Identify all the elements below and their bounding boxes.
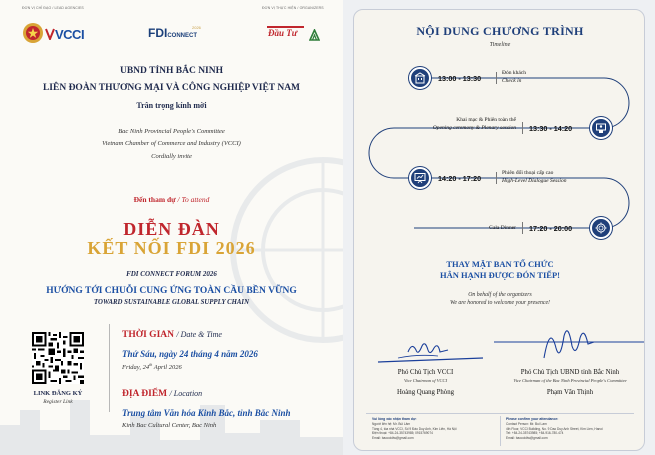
rsvp-vi-line: Người liên hệ: Mr. Bùi Lâm [372, 421, 411, 426]
attend-line [0, 195, 343, 204]
timeline-separator [522, 222, 523, 234]
rsvp-vi-line: Điện thoại: +84-24-35743985; 0915769074 [372, 431, 433, 436]
timeline-item-1 [502, 69, 526, 86]
time-heading [122, 330, 222, 340]
timeline-title-3: Phiên đối thoại cấp cao [502, 170, 554, 176]
attend-vi: Đến tham dự [133, 195, 176, 204]
closing-line-1: THAY MẶT BAN TỔ CHỨC [446, 259, 554, 269]
rsvp-vi-line: Tầng 4, tòa nhà VCCI, Số 9 Đào Duy Anh, Kim Liên, Hà Nội [372, 426, 457, 431]
podium-icon [590, 117, 612, 139]
closing-line-1-en: On behalf of the organizers [468, 292, 532, 298]
timeline-title-en-3: High-Level Dialogue Session [502, 178, 567, 185]
organizers-label: ĐƠN VỊ THỰC HIỆN / ORGANIZERS [262, 6, 324, 10]
rsvp-vi-email[interactable]: Email: baocoidiw@gmail.com [372, 435, 414, 440]
national-emblem-icon [22, 22, 44, 44]
signature-2 [494, 318, 644, 366]
signatory-2-name: Phạm Văn Thịnh [546, 389, 594, 396]
rsvp-en [506, 417, 632, 441]
dau-tu-logo: Đầu Tư [268, 28, 298, 38]
place-heading-vi: ĐỊA ĐIỂM [122, 389, 168, 399]
invite-line-en: Cordially invite [151, 153, 192, 160]
timeline-title-en-1: Check in [502, 78, 522, 85]
event-date: Thứ Sáu, ngày 24 tháng 4 năm 2026 [122, 349, 258, 359]
rsvp-en-line: Tel: +84-24-35743985; +84-916-780-474 [506, 431, 564, 436]
fdi-connect-logo [148, 26, 197, 40]
timeline-title-1: Đón khách [502, 70, 526, 76]
timeline-time-2: 13:30 - 14:20 [529, 124, 573, 133]
building-icon [409, 67, 431, 89]
signatory-2-title: Phó Chủ Tịch UBND tỉnh Bắc Ninh [520, 369, 620, 376]
timeline-time-1: 13:00 - 13:30 [438, 74, 482, 83]
timeline-title-2: Khai mạc & Phiên toàn thể [456, 117, 516, 123]
event-date-en [122, 362, 182, 371]
event-location-en: Kinh Bac Cultural Center, Bac Ninh [122, 422, 217, 429]
event-date-en-sup: th [149, 362, 153, 367]
rsvp-en-heading: Please confirm your attendance: [506, 417, 559, 421]
organizer-2-name-en: Vietnam Chamber of Commerce and Industry (VCCI) [102, 140, 241, 147]
forum-title-line-1: DIỄN ĐÀN [123, 219, 220, 239]
time-heading-en: / Date & Time [176, 330, 222, 339]
rsvp-en-email[interactable]: Email: baocoidiw@gmail.com [506, 435, 548, 440]
organizer-1-name-en: Bac Ninh Provincial People's Committee [118, 128, 225, 135]
invite-line: Trân trọng kính mời [136, 101, 207, 110]
timeline-title-4: Gala Dinner [488, 225, 516, 231]
divider [109, 324, 110, 412]
timeline-item-3 [502, 169, 566, 186]
program-subtitle: Timeline [489, 42, 511, 48]
place-heading-en: / Location [169, 389, 203, 398]
rsvp-en-line: Contact Person: Mr. Bui Lam [506, 421, 547, 426]
fdi-logo-year: 2026 [192, 25, 201, 30]
event-location: Trung tâm Văn hóa Kinh Bắc, tỉnh Bắc Ninh [122, 408, 291, 418]
footer-divider [500, 416, 501, 446]
fdi-logo-connect: CONNECT [167, 33, 198, 39]
place-heading [122, 389, 202, 399]
organizer-2-name: LIÊN ĐOÀN THƯƠNG MẠI VÀ CÔNG NGHIỆP VIỆT NAM [42, 83, 301, 93]
program-panel [343, 0, 655, 455]
signatory-1-name: Hoàng Quang Phòng [396, 389, 454, 396]
presentation-icon [409, 167, 431, 189]
timeline-separator [522, 122, 523, 134]
program-card [353, 9, 645, 451]
timeline-item-4 [436, 224, 516, 232]
timeline-separator [496, 72, 497, 84]
attend-en: / To attend [177, 195, 210, 204]
event-date-en-rest: April 2026 [152, 364, 182, 372]
organizer-logo-icon [309, 29, 320, 41]
timeline-item-2 [406, 116, 516, 133]
register-link-label: LINK ĐĂNG KÝ [33, 390, 83, 397]
rsvp-en-line: 4th Floor, VCCI Building, No. 9 Dao Duy Anh Street, Kim Lien, Hanoi [506, 426, 603, 431]
fdi-logo-text: FDI [148, 26, 168, 40]
forum-theme: HƯỚNG TỚI CHUỖI CUNG ỨNG TOÀN CẦU BỀN VỮNG [46, 286, 297, 296]
event-date-en-day: Friday, 24 [122, 364, 150, 372]
signatory-1-title: Phó Chủ Tịch VCCI [397, 369, 454, 376]
timeline-time-3: 14:20 - 17:20 [438, 174, 482, 183]
rsvp-vi [372, 417, 496, 441]
closing-line-2-en: We are honored to welcome your presence! [450, 300, 550, 306]
program-title: NỘI DUNG CHƯƠNG TRÌNH [416, 24, 584, 38]
signatory-1-title-en: Vice Chairman of VCCI [403, 378, 448, 383]
rsvp-footer [366, 413, 634, 447]
organizer-1-name: UBND TỈNH BẮC NINH [119, 66, 224, 76]
signatory-2-title-en: Vice Chairman of the Bac Ninh Provincial People's Committee [513, 378, 627, 383]
forum-theme-en: TOWARD SUSTAINABLE GLOBAL SUPPLY CHAIN [94, 299, 249, 306]
vcci-logo: VCCI [55, 27, 85, 42]
signature-1 [368, 328, 488, 368]
rsvp-vi-heading: Vui lòng xác nhận tham dự: [372, 417, 417, 421]
vcci-mark-icon [45, 27, 55, 40]
timeline-separator [496, 172, 497, 184]
forum-title-line-2: KẾT NỐI FDI 2026 [87, 238, 256, 258]
closing-line-2: HÂN HẠNH ĐƯỢC ĐÓN TIẾP! [440, 270, 560, 280]
registration-qr-code[interactable] [32, 332, 84, 384]
time-heading-vi: THỜI GIAN [122, 330, 174, 340]
timeline-title-en-2: Opening ceremony & Plenary session [432, 125, 516, 132]
forum-name-en: FDI CONNECT FORUM 2026 [126, 270, 217, 278]
lead-agencies-label: ĐƠN VỊ CHỈ ĐẠO / LEAD AGENCIES [22, 6, 84, 10]
timeline-time-4: 17:20 - 20:00 [529, 224, 573, 233]
register-link-label-en: Register Link [43, 399, 73, 405]
dinner-icon [590, 217, 612, 239]
